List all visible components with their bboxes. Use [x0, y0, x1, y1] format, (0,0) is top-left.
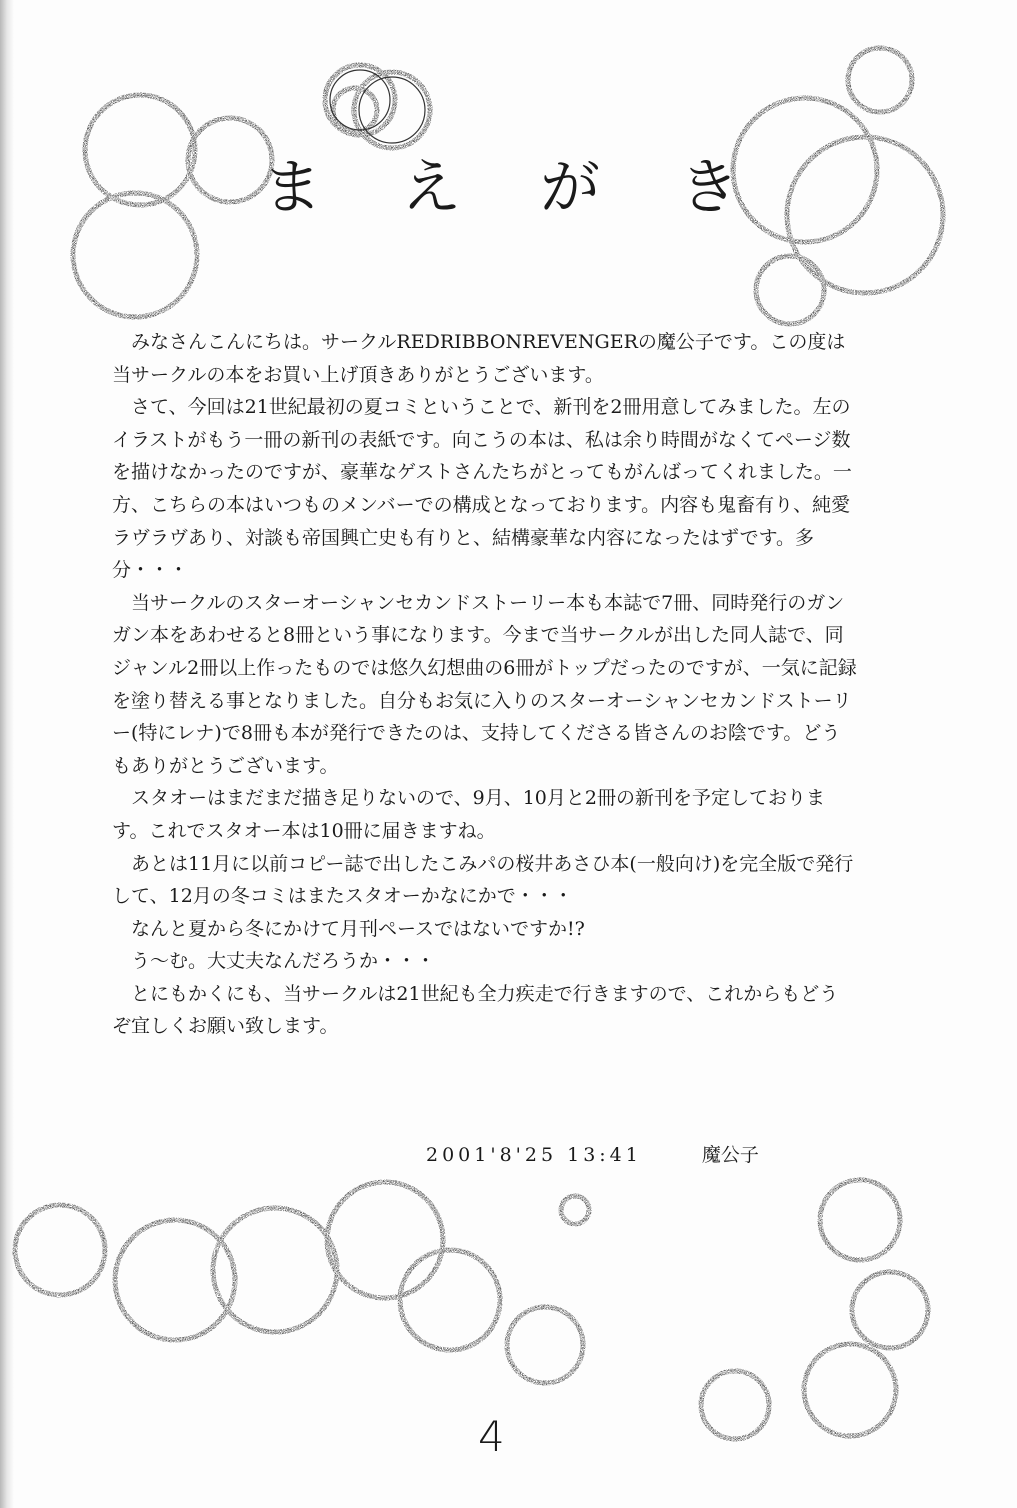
- paragraph: なんと夏から冬にかけて月刊ペースではないですか!?: [131, 917, 585, 940]
- page-title: ま え が き: [262, 153, 770, 223]
- preface-body: [112, 326, 857, 1043]
- signature: [426, 1140, 759, 1167]
- paragraph: あとは11月に以前コピー誌で出したこみパの桜井あさひ本(一般向け)を完全版で発行して、12月の冬コミはまたスタオーかなにかで・・・: [112, 852, 854, 908]
- paragraph: みなさんこんにちは。サークルREDRIBBONREVENGERの魔公子です。この度は当サークルの本をお買い上げ頂きありがとうございます。: [112, 331, 846, 386]
- signature-author: 魔公子: [701, 1144, 759, 1166]
- paragraph: とにもかくにも、当サークルは21世紀も全力疾走で行きますので、これからもどうぞ宜しくお願い致します。: [112, 982, 839, 1038]
- paragraph: う〜む。大丈夫なんだろうか・・・: [131, 950, 436, 973]
- paragraph: スタオーはまだまだ描き足りないので、9月、10月と2冊の新刊を予定しております。これでスタオー本は10冊に届きますね。: [112, 787, 825, 842]
- paragraph: さて、今回は21世紀最初の夏コミということで、新刊を2冊用意してみました。左のイラストがもう一冊の新刊の表紙です。向こうの本は、私は余り時間がなくてページ数を描けなかったのですが、豪華なゲストさんたちがとってもがんばってくれました。一方、こちらの本はいつものメンバーでの構成となっております。内容も鬼畜有り、純愛ラヴラヴあり、対談も帝国興亡史も有りと、結構豪華な内容になったはずです。多分・・・: [112, 396, 852, 582]
- page-number: 4: [478, 1412, 505, 1461]
- signature-datetime: 2001'8'25 13:41: [426, 1144, 642, 1166]
- paragraph: 当サークルのスターオーシャンセカンドストーリー本も本誌で7冊、同時発行のガンガン本をあわせると8冊という事になります。今まで当サークルが出した同人誌で、同ジャンル2冊以上作ったものでは悠久幻想曲の6冊がトップだったのですが、一気に記録を塗り替える事となりました。自分もお気に入りのスターオーシャンセカンドストーリー(特にレナ)で8冊も本が発行できたのは、支持してくださる皆さんのお陰です。どうもありがとうございます。: [112, 591, 857, 777]
